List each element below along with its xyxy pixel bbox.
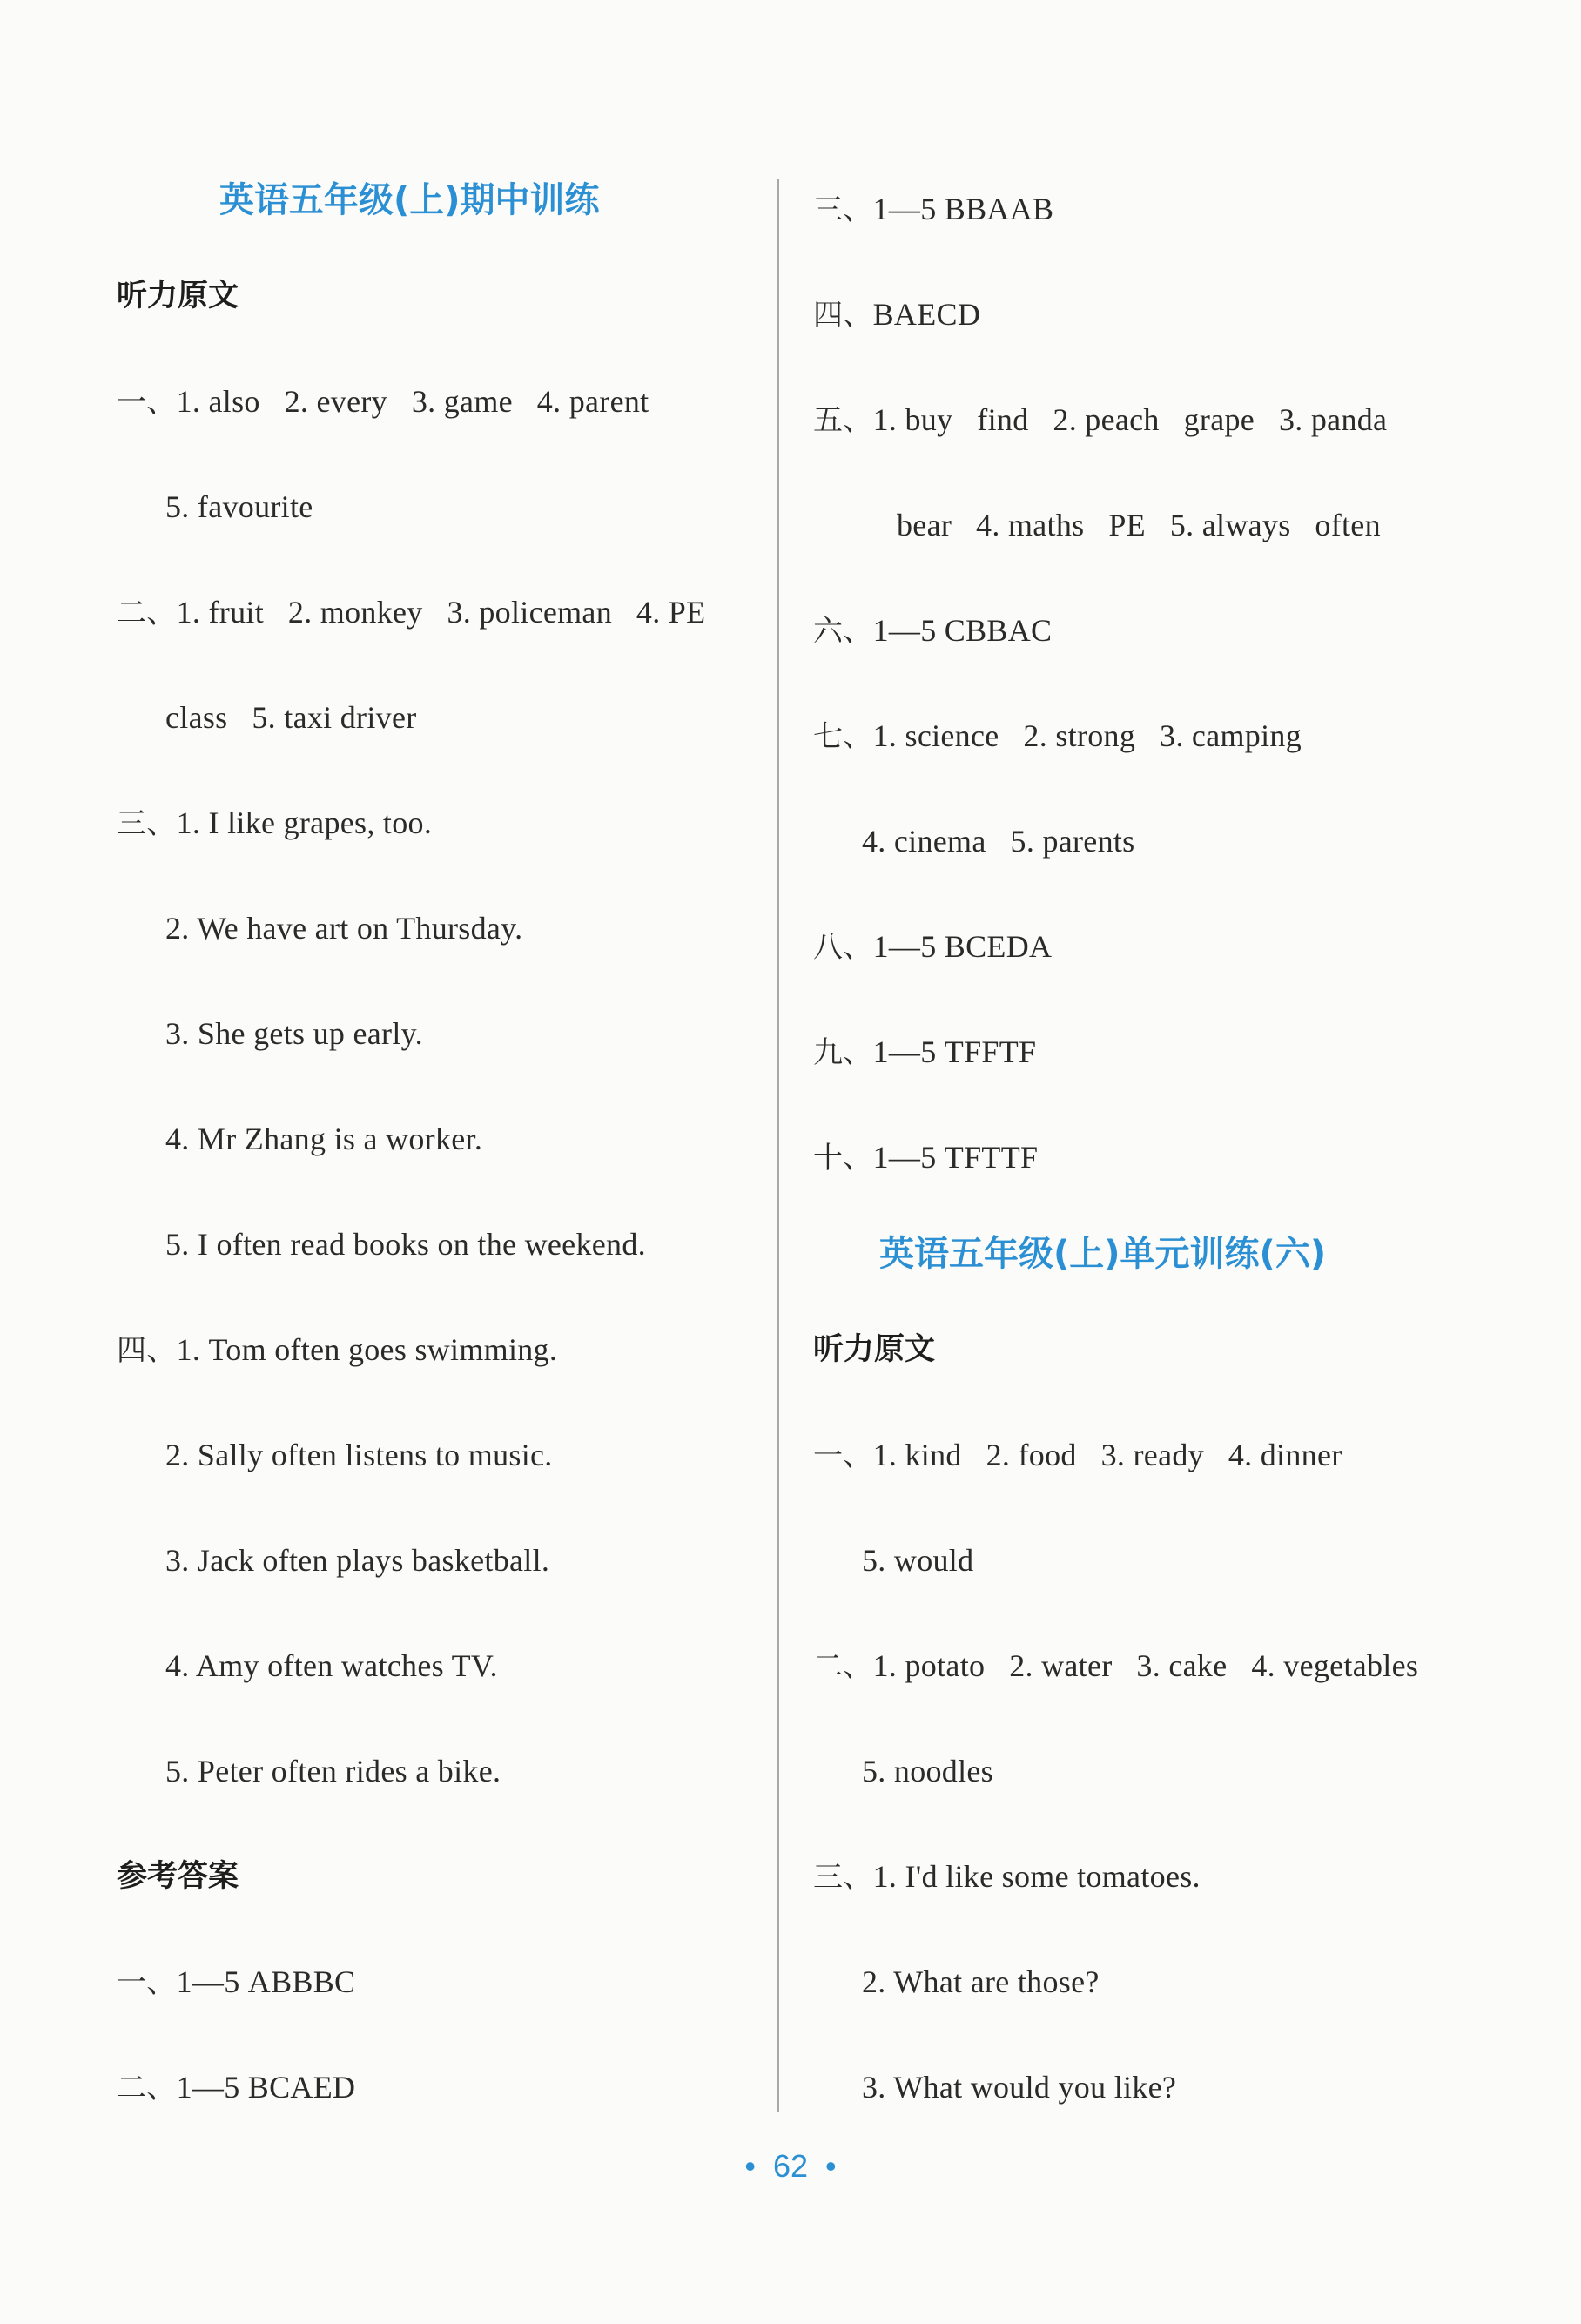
listening-item-3: 三、1. I like grapes, too. [117,805,433,841]
listening-item-1-cont: 5. favourite [165,489,313,524]
unit-listening-item-2: 二、1. potato 2. water 3. cake 4. vegetables [813,1648,1419,1684]
answer-item-5-cont: bear 4. maths PE 5. always often [897,508,1381,542]
listening-item-4-sentence-5: 5. Peter often rides a bike. [165,1754,501,1788]
answer-item-1: 一、1—5 ABBBC [117,1964,356,2000]
answer-item-7: 七、1. science 2. strong 3. camping [813,718,1302,754]
listening-item-1: 一、1. also 2. every 3. game 4. parent [117,384,649,420]
listening-item-2-cont: class 5. taxi driver [165,700,417,735]
unit-listening-item-3-sentence-3: 3. What would you like? [862,2070,1177,2105]
column-divider [777,179,779,2112]
unit-listening-item-3-sentence-2: 2. What are those? [862,1964,1100,1999]
section-title-unit-six: 英语五年级(上)单元训练(六) [879,1234,1327,1274]
listening-item-2: 二、1. fruit 2. monkey 3. policeman 4. PE [117,595,706,630]
listening-item-4: 四、1. Tom often goes swimming. [117,1332,558,1368]
left-column [117,157,761,2140]
answer-item-7-cont: 4. cinema 5. parents [862,824,1135,859]
listening-item-3-sentence-5: 5. I often read books on the weekend. [165,1227,646,1262]
answer-item-10: 十、1—5 TFTTF [813,1140,1039,1175]
unit-listening-item-2-cont: 5. noodles [862,1754,993,1788]
unit-listening-item-3: 三、1. I'd like some tomatoes. [813,1859,1201,1895]
listening-item-4-sentence-2: 2. Sally often listens to music. [165,1438,553,1472]
unit-listening-item-1: 一、1. kind 2. food 3. ready 4. dinner [813,1438,1342,1473]
listening-heading-unit-six: 听力原文 [813,1332,936,1367]
page-number: • 62 • [744,2148,837,2184]
answer-item-4: 四、BAECD [813,297,981,333]
answer-item-9: 九、1—5 TFFTF [813,1034,1037,1070]
answer-item-3: 三、1—5 BBAAB [813,192,1054,227]
answer-item-6: 六、1—5 CBBAC [813,613,1053,649]
answer-item-5: 五、1. buy find 2. peach grape 3. panda [813,402,1388,438]
answer-item-2: 二、1—5 BCAED [117,2070,356,2105]
listening-heading: 听力原文 [117,279,239,313]
listening-item-4-sentence-4: 4. Amy often watches TV. [165,1648,498,1683]
answer-item-8: 八、1—5 BCEDA [813,929,1053,965]
listening-item-3-sentence-4: 4. Mr Zhang is a worker. [165,1122,483,1156]
right-column [813,157,1475,2140]
listening-item-4-sentence-3: 3. Jack often plays basketball. [165,1543,550,1578]
listening-item-3-sentence-3: 3. She gets up early. [165,1016,423,1051]
listening-item-3-sentence-2: 2. We have art on Thursday. [165,911,523,946]
unit-listening-item-1-cont: 5. would [862,1543,974,1578]
answers-heading: 参考答案 [117,1859,239,1894]
section-title-midterm: 英语五年级(上)期中训练 [219,180,600,220]
